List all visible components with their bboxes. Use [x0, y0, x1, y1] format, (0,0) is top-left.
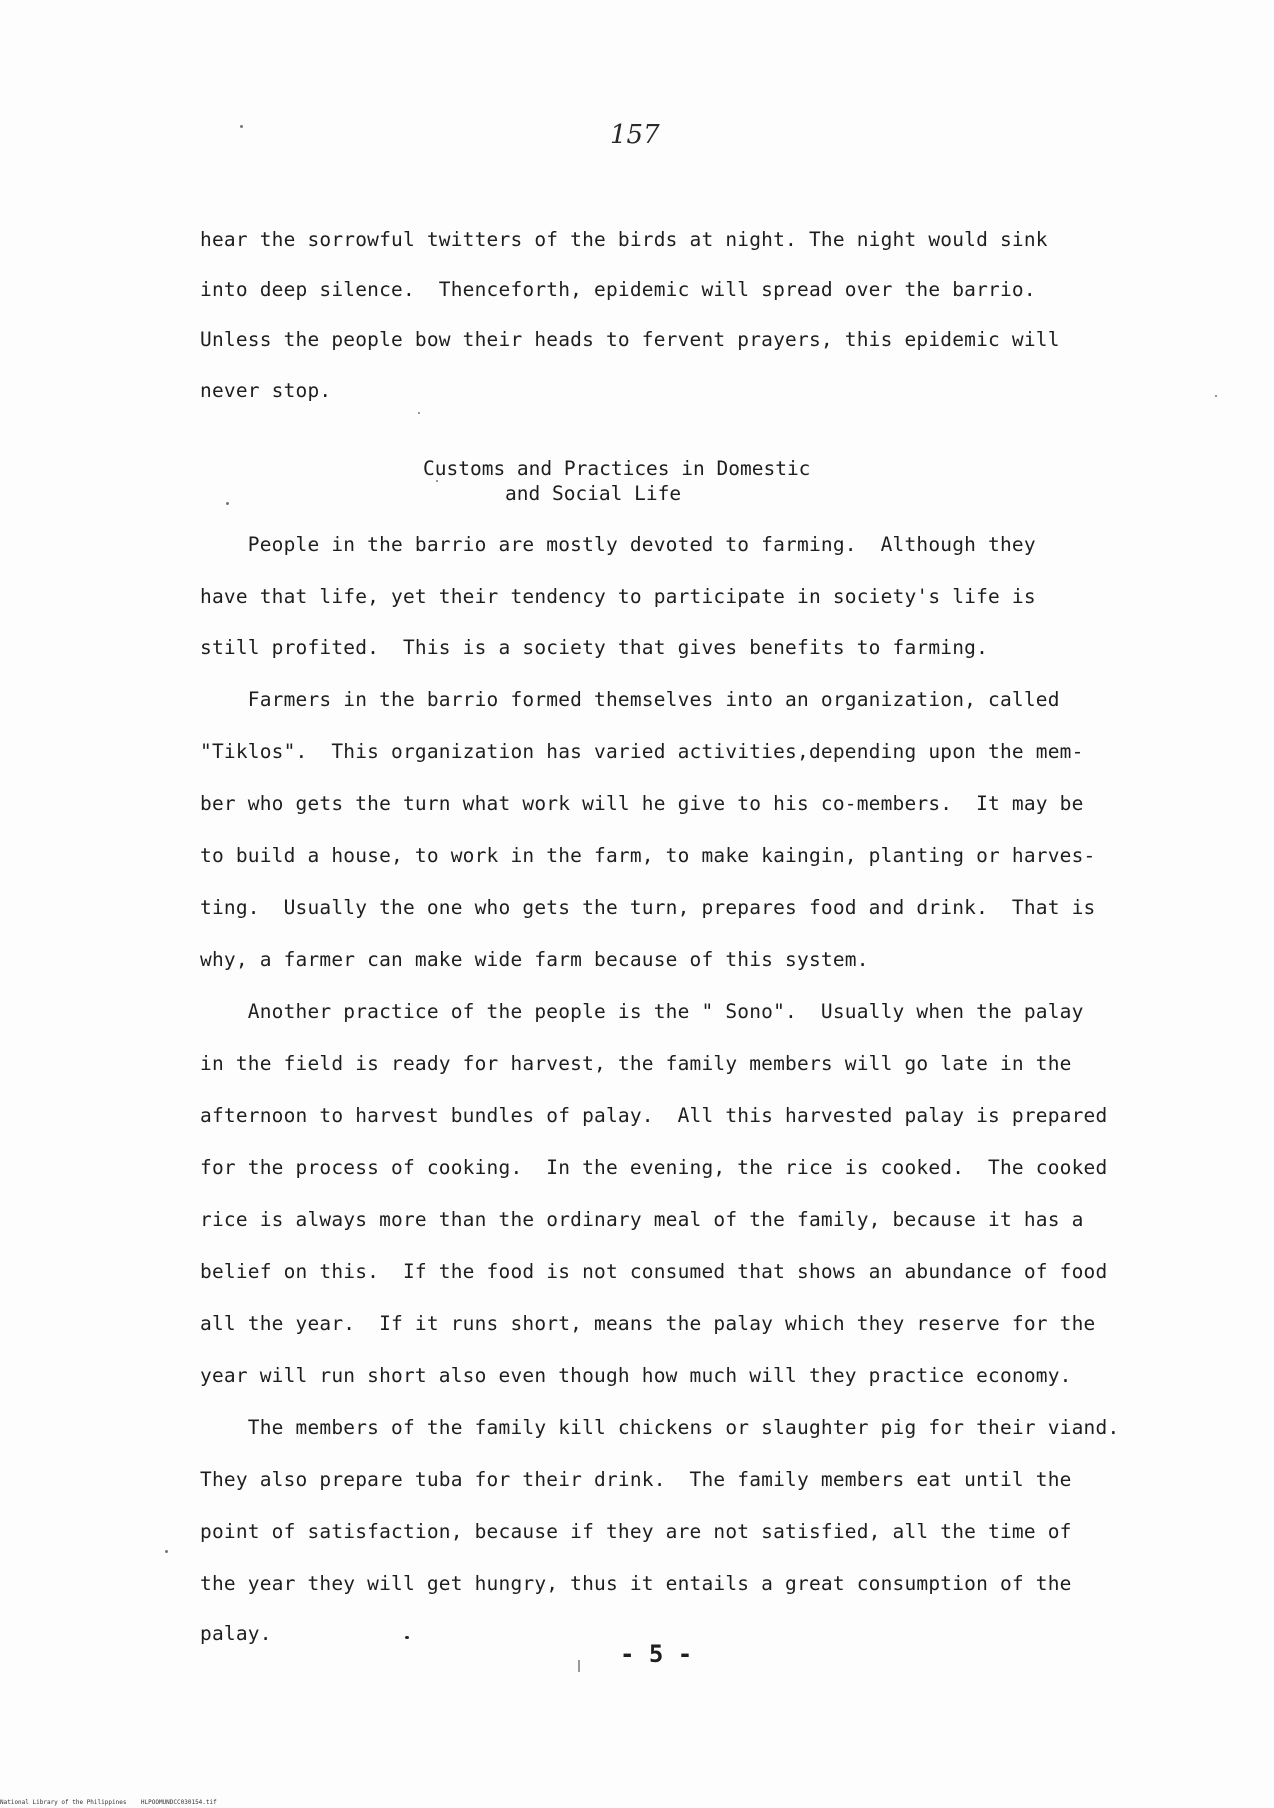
text-line: rice is always more than the ordinary meal of the family, because it has a	[200, 1208, 1084, 1231]
scan-speck	[418, 412, 420, 414]
page-number: - 5 -	[620, 1640, 693, 1668]
scan-speck	[578, 1660, 580, 1672]
scan-speck	[1215, 395, 1217, 397]
scan-speck	[165, 1550, 168, 1553]
section-heading-line2: and Social Life	[505, 482, 682, 505]
text-line: why, a farmer can make wide farm because of this system.	[200, 948, 869, 971]
text-line: belief on this. If the food is not consumed that shows an abundance of food	[200, 1260, 1108, 1283]
text-line: all the year. If it runs short, means the palay which they reserve for the	[200, 1312, 1096, 1335]
text-line: into deep silence. Thenceforth, epidemic will spread over the barrio.	[200, 278, 1036, 301]
scan-speck	[436, 480, 438, 482]
text-line: They also prepare tuba for their drink. The family members eat until the	[200, 1468, 1072, 1491]
text-line: ting. Usually the one who gets the turn, prepares food and drink. That is	[200, 896, 1096, 919]
scan-speck	[405, 1636, 409, 1639]
text-line: in the field is ready for harvest, the family members will go late in the	[200, 1052, 1072, 1075]
scan-footer: National Library of the Philippines HLPOOMUNDCC030154.tif	[0, 1799, 217, 1806]
text-line: ber who gets the turn what work will he give to his co-members. It may be	[200, 792, 1084, 815]
text-line: still profited. This is a society that gives benefits to farming.	[200, 636, 989, 659]
text-line: Farmers in the barrio formed themselves into an organization, called	[200, 688, 1060, 711]
text-line: the year they will get hungry, thus it entails a great consumption of the	[200, 1572, 1072, 1595]
text-line: to build a house, to work in the farm, to make kaingin, planting or harves-	[200, 844, 1096, 867]
text-line: never stop.	[200, 379, 332, 402]
handwritten-page-annotation: 157	[610, 120, 660, 150]
text-line: have that life, yet their tendency to participate in society's life is	[200, 585, 1036, 608]
scan-speck	[226, 502, 229, 505]
text-line: point of satisfaction, because if they are not satisfied, all the time of	[200, 1520, 1072, 1543]
section-heading-line1: Customs and Practices in Domestic	[423, 457, 811, 480]
text-line: afternoon to harvest bundles of palay. All this harvested palay is prepared	[200, 1104, 1108, 1127]
text-line: People in the barrio are mostly devoted to farming. Although they	[200, 533, 1036, 556]
text-line: Another practice of the people is the " Sono". Usually when the palay	[200, 1000, 1084, 1023]
text-line: The members of the family kill chickens or slaughter pig for their viand.	[200, 1416, 1120, 1439]
text-line: "Tiklos". This organization has varied activities,depending upon the mem-	[200, 740, 1084, 763]
text-line: hear the sorrowful twitters of the birds at night. The night would sink	[200, 228, 1048, 251]
text-line: Unless the people bow their heads to fervent prayers, this epidemic will	[200, 328, 1060, 351]
text-line: for the process of cooking. In the evening, the rice is cooked. The cooked	[200, 1156, 1108, 1179]
text-line: year will run short also even though how much will they practice economy.	[200, 1364, 1072, 1387]
text-line: palay.	[200, 1622, 272, 1645]
scan-speck	[240, 125, 243, 128]
